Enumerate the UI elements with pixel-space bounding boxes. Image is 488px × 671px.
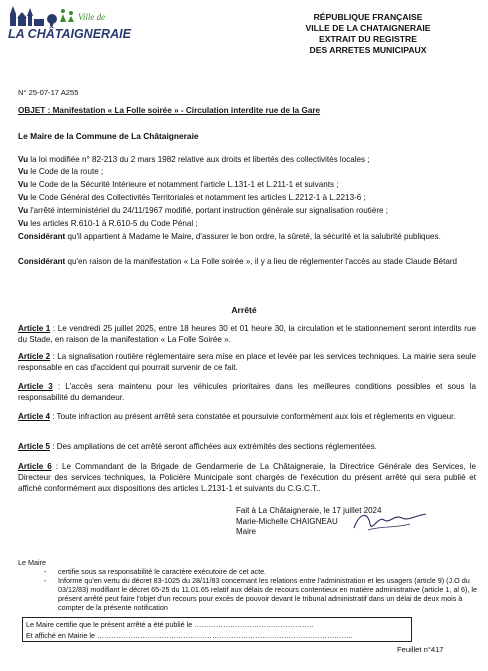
footer-intro: Le Maire: [18, 558, 46, 567]
visa-line: [18, 206, 476, 217]
visa-line: [18, 180, 476, 191]
posting-line: Et affiché en Mairie le ……………………………………………………………………………………………..: [26, 631, 353, 640]
article-text: : L'accès sera maintenu pour les véhicules prioritaires dans les meilleures conditions possibles et sous la responsabilité du demandeur.: [18, 382, 476, 402]
visa-line: [18, 219, 476, 230]
visa-text: le Code de la route ;: [28, 167, 104, 176]
article-label: Article 1: [18, 324, 51, 333]
article-2: [18, 351, 476, 373]
visa-line: [18, 167, 476, 178]
header-line: VILLE DE LA CHATAIGNERAIE: [305, 23, 431, 33]
legal-footer: [18, 558, 478, 612]
visa-lead: Vu: [18, 180, 29, 189]
article-5: [18, 441, 476, 452]
visa-lead: Vu: [18, 219, 29, 228]
footer-item: - certifie sous sa responsabilité le caractère exécutoire de cet acte.: [44, 567, 478, 576]
visa-lead: Vu: [18, 193, 29, 202]
article-text: : Des ampliations de cet arrêté seront affichées aux extrémités des sections réglementées.: [49, 442, 377, 451]
mayor-title: Le Maire de la Commune de La Châtaigneraie: [18, 131, 199, 141]
visa-text: la loi modifiée n° 82-213 du 2 mars 1982 relative aux droits et libertés des collectivités locales ;: [28, 155, 370, 164]
article-label: Article 6: [18, 462, 52, 471]
article-4: [18, 411, 476, 422]
visa-text: l'arrêté interministériel du 24/11/1967 modifié, portant instruction générale sur signalisation routière ;: [28, 206, 389, 215]
article-label: Article 5: [18, 442, 50, 451]
visa-text: le Code Général des Collectivités Territoriales et notamment les articles L.2212-1 à L.2213-6 ;: [28, 193, 366, 202]
publication-certification-box: [22, 617, 412, 642]
town-logo: [8, 4, 131, 46]
article-1: [18, 323, 476, 345]
article-label: Article 2: [18, 352, 51, 361]
visa-text: le Code de la Sécurité Intérieure et notamment l'article L.131-1 et L.211-1 et suivants ;: [28, 180, 339, 189]
visa-text: qu'en raison de la manifestation « La Folle soirée », il y a lieu de réglementer l'accès au stade Claude Bétard: [65, 257, 458, 266]
footer-list: [18, 567, 478, 612]
article-text: : Le vendredi 25 juillet 2025, entre 18 heures 30 et 01 heure 30, la circulation et le stationnement seront interdits rue du Stade, en raison de la manifestation « La Folle Soirée ».: [18, 324, 476, 344]
header-line: RÉPUBLIQUE FRANÇAISE: [313, 12, 423, 22]
logo-main-text: LA CHÂTAIGNERAIE: [8, 27, 131, 41]
logo-graphic: [8, 4, 131, 46]
visa-lead: Vu: [18, 155, 29, 164]
article-6: [18, 461, 476, 494]
article-text: : Toute infraction au présent arrêté sera constatée et poursuivie conformément aux lois et règlements en vigueur.: [49, 412, 456, 421]
official-header: [258, 12, 478, 56]
place-date: Fait à La Châtaigneraie, le 17 juillet 2024: [236, 506, 382, 515]
sheet-number: Feuillet n°417: [397, 645, 444, 654]
subject-text: : Manifestation « La Folle soirée » - Circulation interdite rue de la Gare: [45, 106, 321, 115]
visa-text: les articles R.610-1 à R.610-5 du Code Pénal ;: [28, 219, 198, 228]
consideration-line: [18, 232, 476, 243]
header-line: EXTRAIT DU REGISTRE: [319, 34, 417, 44]
visa-line: [18, 155, 476, 166]
subject-label: OBJET: [18, 106, 46, 115]
visa-line: [18, 193, 476, 204]
handwritten-signature: [350, 508, 430, 534]
signatory-role: Maire: [236, 527, 257, 537]
visa-text: qu'il appartient à Madame le Maire, d'assurer le bon ordre, la sûreté, la sécurité et la salubrité publiques.: [65, 232, 441, 241]
article-label: Article 4: [18, 412, 50, 421]
consideration-line: [18, 257, 476, 268]
article-label: Article 3: [18, 382, 53, 391]
logo-subtext: Ville de: [78, 12, 106, 22]
article-text: : Le Commandant de la Brigade de Gendarmerie de La Châtaigneraie, la Directrice Générale des Services, le Directeur des services techniques, la Policière Municipale sont chargés de l'exécution du présent arrêté qui sera publié et affiché conformément aux dispositions des articles L.2131-1 et suivants du C.G.C.T..: [18, 462, 476, 493]
decree-reference: N° 25-07-17 A255: [18, 88, 79, 97]
signatory-name: Marie-Michelle CHAIGNEAU: [236, 516, 338, 526]
publication-line: Le Maire certifie que le présent arrêté a été publié le …………………………………………..: [26, 620, 314, 629]
footer-item: - Informe qu'en vertu du décret 83-1025 du 28/11/83 concernant les relations entre l'administration et les usagers (article 9) (J.O du 03/12/83) modifiant le décret 65-25 du 11.01.65 relatif aux délais de recours contentieux en matière administrative (article 1, al 6), le présent arrêté peut faire l'objet d'un recours pour excès de pouvoir devant le tribunal administratif dans un délai de deux mois à compter de la présente notification: [44, 576, 478, 612]
article-3: [18, 381, 476, 403]
decree-subject: [18, 106, 320, 115]
visa-lead: Considérant: [18, 257, 66, 266]
visa-lead: Considérant: [18, 232, 66, 241]
visa-lead: Vu: [18, 206, 29, 215]
article-text: : La signalisation routière réglementaire sera mise en place et levée par les services techniques. La mairie sera seule responsable en cas d'accident qui pourrait survenir de ce fait.: [18, 352, 476, 372]
header-line: DES ARRETES MUNICIPAUX: [309, 45, 427, 55]
decree-heading: Arrêté: [231, 305, 257, 315]
visa-lead: Vu: [18, 167, 29, 176]
